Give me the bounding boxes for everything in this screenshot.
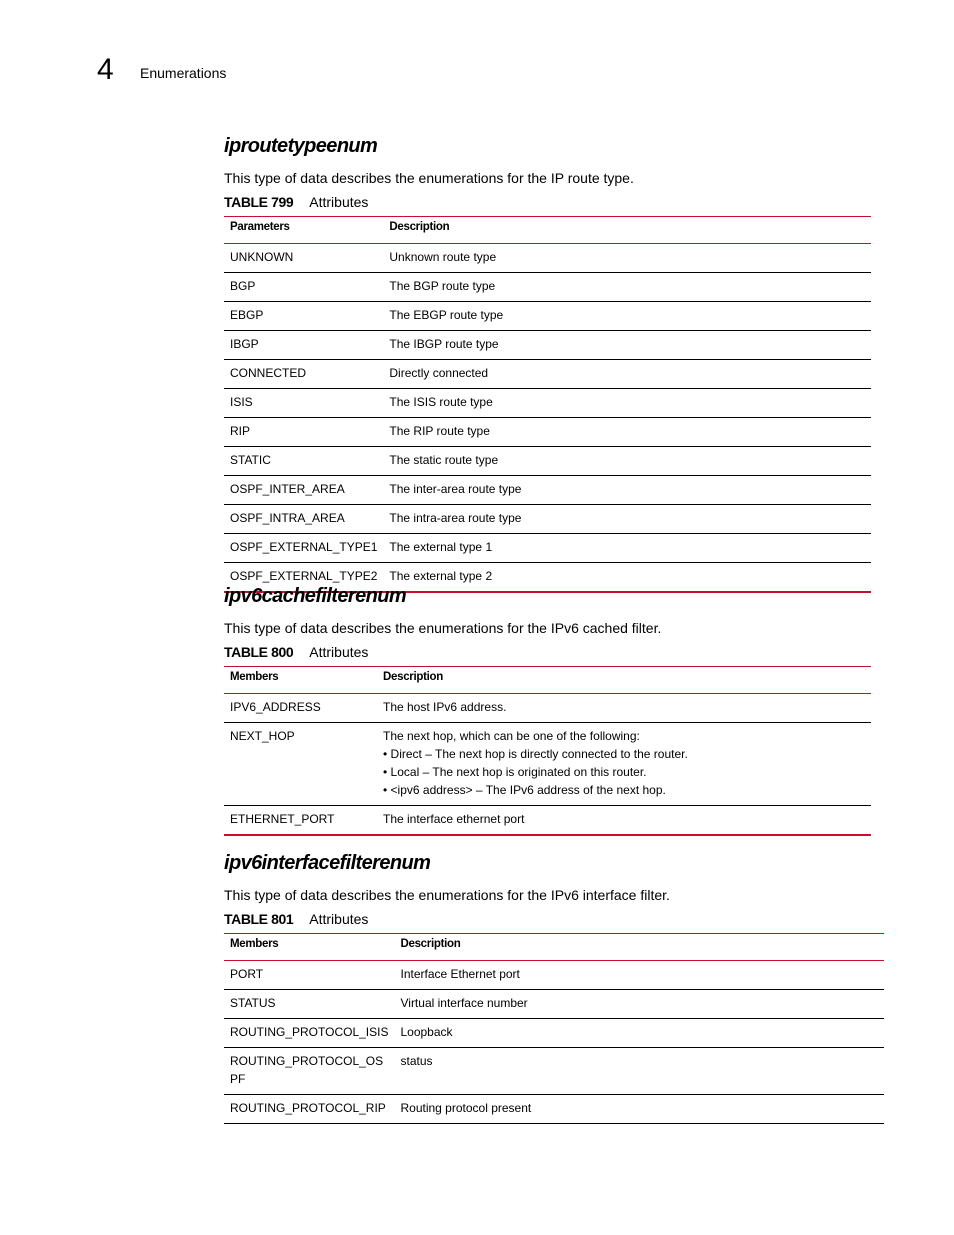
column-header: Members — [224, 667, 377, 694]
table-row — [224, 244, 871, 273]
column-header: Description — [377, 667, 871, 694]
cell-name: ROUTING_PROTOCOL_RIP — [224, 1095, 394, 1124]
cell-name: ISIS — [224, 389, 383, 418]
section-description: This type of data describes the enumerations for the IPv6 cached filter. — [224, 620, 662, 636]
cell-name: RIP — [224, 418, 383, 447]
table-caption — [224, 193, 871, 211]
cell-name: OSPF_INTRA_AREA — [224, 505, 383, 534]
cell-description: The host IPv6 address. — [377, 694, 871, 723]
cell-name: NEXT_HOP — [224, 723, 377, 806]
list-item: • Local – The next hop is originated on this router. — [383, 763, 865, 781]
chapter-number: 4 — [97, 53, 114, 86]
cell-description: Directly connected — [383, 360, 871, 389]
table-row — [224, 418, 871, 447]
cell-name: IPV6_ADDRESS — [224, 694, 377, 723]
list-item: • Direct – The next hop is directly connected to the router. — [383, 745, 865, 763]
cell-name: ROUTING_PROTOCOL_OSPF — [224, 1048, 394, 1095]
cell-description: Interface Ethernet port — [394, 961, 884, 990]
cell-name: OSPF_EXTERNAL_TYPE1 — [224, 534, 383, 563]
section-description: This type of data describes the enumerations for the IPv6 interface filter. — [224, 887, 670, 903]
table-caption — [224, 643, 871, 661]
table-row — [224, 1019, 884, 1048]
section-iproutetypeenum — [224, 133, 871, 593]
cell-name: OSPF_INTER_AREA — [224, 476, 383, 505]
cell-name: ETHERNET_PORT — [224, 806, 377, 836]
cell-name: EBGP — [224, 302, 383, 331]
table-row — [224, 723, 871, 806]
section-ipv6interfacefilterenum — [224, 850, 884, 1124]
table-row — [224, 360, 871, 389]
description-intro: The next hop, which can be one of the following: — [383, 729, 640, 743]
list-item: • <ipv6 address> – The IPv6 address of the next hop. — [383, 781, 865, 799]
cell-description: The intra-area route type — [383, 505, 871, 534]
column-header: Description — [383, 217, 871, 244]
table-row — [224, 694, 871, 723]
cell-name: IBGP — [224, 331, 383, 360]
cell-description: The IBGP route type — [383, 331, 871, 360]
attributes-table — [224, 933, 884, 1124]
table-header-row — [224, 667, 871, 694]
cell-description: The RIP route type — [383, 418, 871, 447]
cell-name: UNKNOWN — [224, 244, 383, 273]
table-number: TABLE 799 — [224, 194, 294, 210]
table-row — [224, 273, 871, 302]
cell-description: The external type 1 — [383, 534, 871, 563]
chapter-title: Enumerations — [140, 65, 227, 81]
bullet-list — [383, 745, 865, 799]
cell-description: The interface ethernet port — [377, 806, 871, 836]
table-label: Attributes — [309, 911, 369, 927]
table-header-row — [224, 217, 871, 244]
cell-name: ROUTING_PROTOCOL_ISIS — [224, 1019, 394, 1048]
table-number: TABLE 800 — [224, 644, 294, 660]
cell-name: OSPF_EXTERNAL_TYPE2 — [224, 563, 383, 593]
section-description: This type of data describes the enumerations for the IP route type. — [224, 170, 634, 186]
table-caption — [224, 910, 884, 928]
attributes-table — [224, 216, 871, 593]
cell-description: The EBGP route type — [383, 302, 871, 331]
cell-description: Virtual interface number — [394, 990, 884, 1019]
column-header: Description — [394, 934, 884, 961]
cell-name: STATIC — [224, 447, 383, 476]
cell-description: Routing protocol present — [394, 1095, 884, 1124]
table-row — [224, 389, 871, 418]
section-title: iproutetypeenum — [224, 135, 378, 157]
table-row — [224, 331, 871, 360]
column-header: Parameters — [224, 217, 383, 244]
table-row — [224, 1048, 884, 1095]
cell-description: status — [394, 1048, 884, 1095]
cell-description: The ISIS route type — [383, 389, 871, 418]
table-row — [224, 961, 884, 990]
section-title: ipv6cachefilterenum — [224, 585, 407, 607]
table-number: TABLE 801 — [224, 911, 294, 927]
section-title: ipv6interfacefilterenum — [224, 852, 431, 874]
table-header-row — [224, 934, 884, 961]
cell-description: The external type 2 — [383, 563, 871, 593]
cell-description: The inter-area route type — [383, 476, 871, 505]
table-row — [224, 505, 871, 534]
column-header: Members — [224, 934, 394, 961]
cell-description: The BGP route type — [383, 273, 871, 302]
section-ipv6cachefilterenum — [224, 583, 871, 836]
table-row — [224, 990, 884, 1019]
table-row — [224, 447, 871, 476]
table-row — [224, 806, 871, 836]
table-row — [224, 302, 871, 331]
cell-name: STATUS — [224, 990, 394, 1019]
table-label: Attributes — [309, 194, 369, 210]
attributes-table — [224, 666, 871, 836]
cell-description — [377, 723, 871, 806]
cell-name: BGP — [224, 273, 383, 302]
cell-description: Loopback — [394, 1019, 884, 1048]
table-row — [224, 1095, 884, 1124]
cell-description: The static route type — [383, 447, 871, 476]
table-row — [224, 476, 871, 505]
cell-name: CONNECTED — [224, 360, 383, 389]
cell-name: PORT — [224, 961, 394, 990]
cell-description: Unknown route type — [383, 244, 871, 273]
table-label: Attributes — [309, 644, 369, 660]
table-row — [224, 534, 871, 563]
